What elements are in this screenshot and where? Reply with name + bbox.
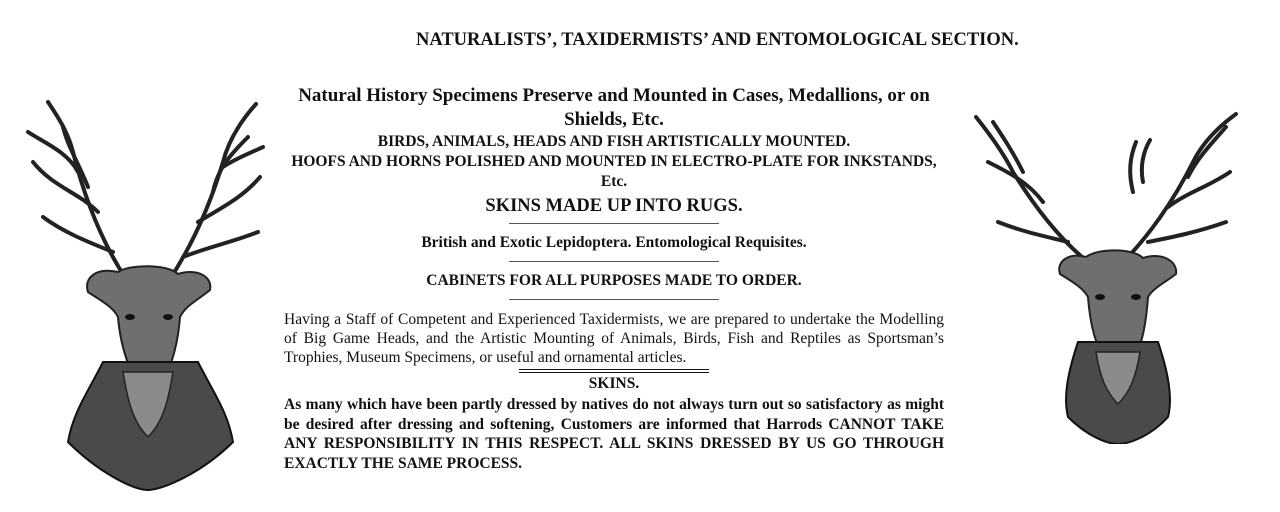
double-rule [519,369,709,373]
divider [509,223,719,224]
section-heading: NATURALISTS’, TAXIDERMISTS’ AND ENTOMOLOGICAL SECTION. [416,30,1019,50]
advertisement-column [284,84,944,473]
stag-head-left-icon [18,92,268,492]
skins-heading: SKINS. [588,375,640,392]
cabinets-line: CABINETS FOR ALL PURPOSES MADE TO ORDER. [426,272,802,289]
divider [509,261,719,262]
taxidermists-paragraph: Having a Staff of Competent and Experienced Taxidermists, we are prepared to undertake the Modelling of Big Game Heads, and the Artistic Mounting of Animals, Birds, Fish and Reptiles as Sportsman’s Trophies, Museum Specimens, or useful and ornamental articles. [284,311,944,366]
lepidoptera-line: British and Exotic Lepidoptera. Entomological Requisites. [421,234,807,251]
skins-paragraph: As many which have been partly dressed by natives do not always turn out so satisfactory as might be desired after dressing and softening, Customers are informed that Harrods CANNOT TAKE ANY RESPONSIBILITY IN THIS RESPECT. ALL SKINS DRESSED BY US GO THROUGH EXACTLY THE SAME PROCESS. [284,396,944,472]
skins-rugs-line: SKINS MADE UP INTO RUGS. [485,196,743,216]
hoofs-horns-line: HOOFS AND HORNS POLISHED AND MOUNTED IN ELECTRO-PLATE FOR INKSTANDS, Etc. [291,153,937,190]
stag-head-right-icon [968,92,1246,444]
birds-animals-line: BIRDS, ANIMALS, HEADS AND FISH ARTISTICALLY MOUNTED. [377,133,851,150]
specimens-line: Natural History Specimens Preserve and Mounted in Cases, Medallions, or on Shields, Etc. [298,85,930,130]
divider [509,299,719,300]
